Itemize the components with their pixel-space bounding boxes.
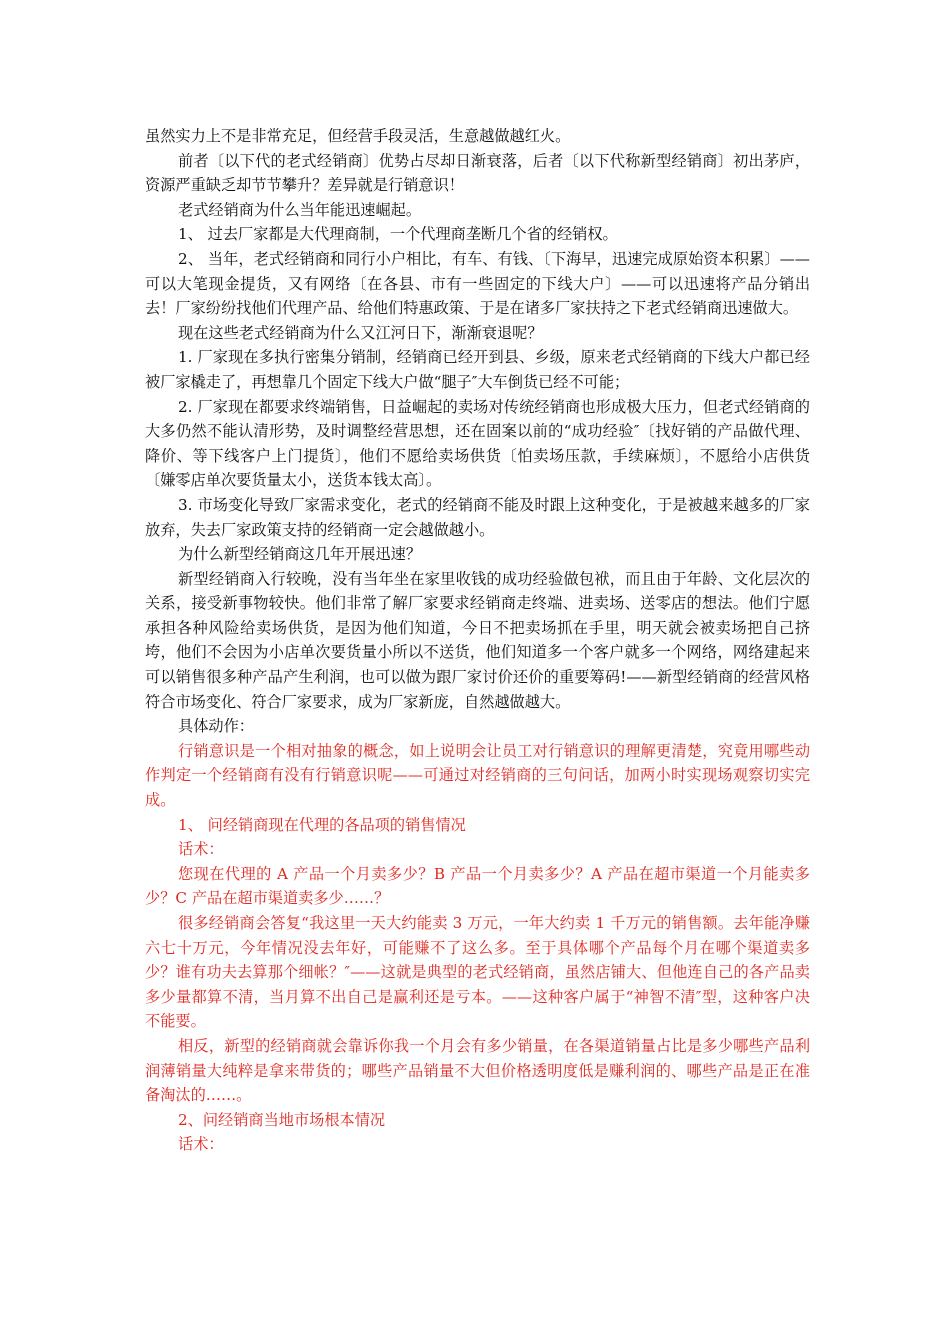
question-2-heading: 2、问经销商当地市场根本情况 — [178, 1110, 386, 1129]
script-label-1: 话术： — [178, 840, 224, 859]
section-heading-old-dealers-rise: 老式经销商为什么当年能迅速崛起。 — [178, 200, 421, 219]
document-page — [145, 124, 810, 1157]
section-heading-old-dealers-decline: 现在这些老式经销商为什么又江河日下，渐渐衰退呢？ — [178, 323, 543, 342]
list-item-1: 1、 过去厂家都是大代理商制，一个代理商垄断几个省的经销权。 — [178, 225, 618, 244]
script-label-2: 话术： — [178, 1135, 224, 1154]
section-heading-actions: 具体动作： — [178, 717, 254, 736]
list-item-2: 2、 当年，老式经销商和同行小户相比，有车、有钱、〔下海早，迅速完成原始资本积累〕——可以大笔现金提货，又有网络〔在各县、市有一些固定的下线大户〕——可以迅速将产品分销出去！厂家纷纷找他们代理产品、给他们特惠政策、于是在诸多厂家扶持之下老式经销商迅速做大。 — [145, 249, 810, 318]
decline-point-3: 3. 市场变化导致厂家需求变化，老式的经销商不能及时跟上这种变化，于是被越来越多的厂家放弃，失去厂家政策支持的经销商一定会越做越小。 — [145, 495, 810, 539]
decline-point-1: 1. 厂家现在多执行密集分销制，经销商已经开到县、乡级，原来老式经销商的下线大户都已经被厂家橇走了，再想靠几个固定下线大户做“腿子″大车倒货已经不可能； — [145, 348, 810, 391]
new-dealers-paragraph: 新型经销商入行较晚，没有当年坐在家里收钱的成功经验做包袱，而且由于年龄、文化层次的关系，接受新事物较快。他们非常了解厂家要求经销商走终端、进卖场、送零店的想法。他们宁愿承担各种风险给卖场供货，是因为他们知道，今日不把卖场抓在手里，明天就会被卖场把自己挤垮，他们不会因为小店单次要货量小所以不送货，他们知道多一个客户就多一个网络，网络建起来可以销售很多种产品产生利润，也可以做为跟厂家讨价还价的重要筹码!——新型经销商的经营风格符合市场变化、符合厂家要求，成为厂家新庞，自然越做越大。 — [145, 569, 810, 711]
section-heading-new-dealers: 为什么新型经销商这几年开展迅速？ — [178, 545, 421, 564]
decline-point-2: 2. 厂家现在都要求终端销售，日益崛起的卖场对传统经销商也形成极大压力，但老式经销商的大多仍然不能认清形势，及时调整经营思想，还在固案以前的“成功经验″〔找好销的产品做代理、降价、等下线客户上门提货〕，他们不愿给卖场供货〔怕卖场压款，手续麻烦〕，不愿给小店供货〔嫌零店单次要货量太小，送货本钱太高〕。 — [145, 397, 810, 490]
paragraph-2: 前者〔以下代的老式经销商〕优势占尽却日渐衰落，后者〔以下代称新型经销商〕初出茅庐，资源严重缺乏却节节攀升？差异就是行销意识！ — [145, 151, 810, 195]
paragraph-1: 虽然实力上不是非常充足，但经营手段灵活，生意越做越红火。 — [145, 127, 571, 145]
new-dealer-answer-paragraph: 相反，新型的经销商就会靠诉你我一个月会有多少销量，在各渠道销量占比是多少哪些产品利润薄销量大纯粹是拿来带货的；哪些产品销量不大但价格透明度低是赚利润的、哪些产品是正在准备淘汰的……。 — [145, 1036, 810, 1105]
actions-intro-paragraph: 行销意识是一个相对抽象的概念，如上说明会让员工对行销意识的理解更清楚，究竟用哪些动作判定一个经销商有没有行销意识呢——可通过对经销商的三句问话，加两小时实现场观察切实完成。 — [145, 741, 810, 810]
question-1-heading: 1、 问经销商现在代理的各品项的销售情况 — [178, 815, 466, 834]
old-dealer-answer-paragraph: 很多经销商会答复“我这里一天大约能卖 3 万元，一年大约卖 1 千万元的销售额。去年能净赚六七十万元，今年情况没去年好，可能赚不了这么多。至于具体哪个产品每个月在哪个渠道卖多少？谁有功夫去算那个细帐？″——这就是典型的老式经销商，虽然店铺大、但他连自己的各产品卖多少量都算不清，当月算不出自己是赢利还是亏本。——这种客户属于“神智不清″型，这种客户决不能要。 — [145, 914, 810, 1031]
question-1-script: 您现在代理的 A 产品一个月卖多少？B 产品一个月卖多少？A 产品在超市渠道一个月能卖多少？C 产品在超市渠道卖多少……？ — [145, 864, 810, 908]
